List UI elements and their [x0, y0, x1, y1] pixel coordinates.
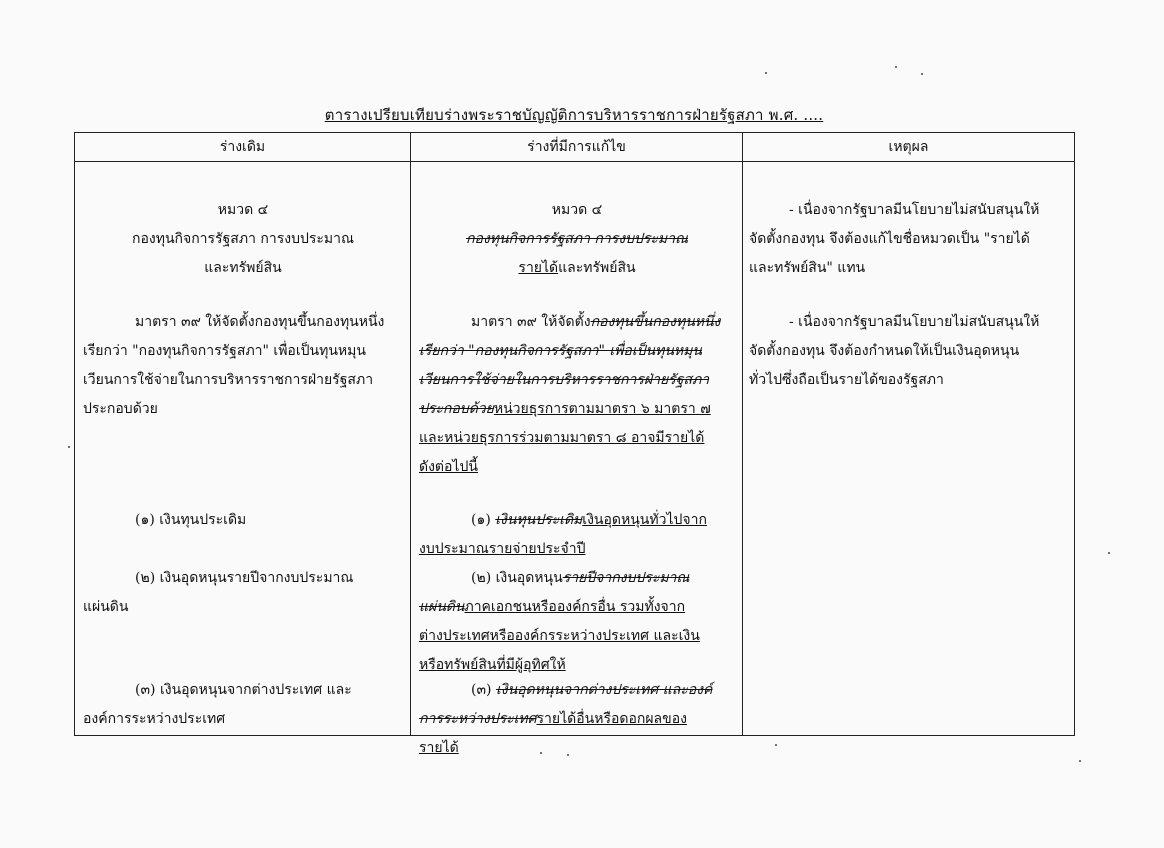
- original-section-line-2: เรียกว่า "กองทุนกิจการรัฐสภา" เพื่อเป็นทุนหมุน: [83, 343, 366, 359]
- reason-1: [749, 196, 1071, 283]
- scan-speck: [921, 73, 923, 75]
- revised-section: [419, 308, 737, 482]
- content-row: [75, 162, 1075, 736]
- revised-item-2-added: ภาคเอกชนหรือองค์กรอื่น รวมทั้งจาก: [464, 599, 686, 615]
- original-section-line-1: มาตรา ๓๙ ให้จัดตั้งกองทุนขึ้นกองทุนหนึ่ง: [135, 314, 385, 330]
- reason-2-line-1: - เนื่องจากรัฐบาลมีนโยบายไม่สนับสนุนให้: [789, 314, 1040, 330]
- revised-item-3-prefix: (๓): [471, 682, 492, 698]
- original-chapter: หมวด ๔: [217, 202, 269, 218]
- scan-speck: [775, 744, 777, 746]
- header-original: ร่างเดิม: [75, 133, 411, 162]
- revised-item-1-added: เงินอุดหนุนทั่วไปจาก: [582, 512, 707, 528]
- scan-speck: [1108, 552, 1110, 554]
- reason-1-line-3: และทรัพย์สิน" แทน: [749, 260, 866, 276]
- original-item-2: [83, 564, 405, 622]
- revised-item-2-struck-2: แผ่นดิน: [419, 599, 465, 615]
- comparison-table: [74, 132, 1075, 756]
- scan-speck: [540, 752, 542, 754]
- original-section-line-4: ประกอบด้วย: [83, 401, 158, 417]
- reason-1-line-2: จัดตั้งกองทุน จึงต้องแก้ไขชื่อหมวดเป็น "รายได้: [749, 231, 1030, 247]
- revised-item-1-struck: เงินทุนประเดิม: [495, 512, 583, 528]
- revised-item-3-struck: เงินอุดหนุนจากต่างประเทศ และองค์: [495, 682, 713, 698]
- original-chapter-name-1: กองทุนกิจการรัฐสภา การงบประมาณ: [132, 231, 354, 247]
- revised-section-added-2: และหน่วยธุรการร่วมตามมาตรา ๘ อาจมีรายได้: [419, 430, 705, 446]
- revised-item-2: [419, 564, 737, 680]
- header-row: [75, 133, 1075, 162]
- revised-item-3-added: รายได้อื่นหรือดอกผลของ: [536, 711, 687, 727]
- revised-item-2-prefix: (๒) เงินอุดหนุน: [471, 570, 563, 586]
- reason-2-line-3: ทั่วไปซึ่งถือเป็นรายได้ของรัฐสภา: [749, 372, 944, 388]
- original-item-3-line-2: องค์การระหว่างประเทศ: [83, 711, 226, 727]
- revised-chapter-name-rest: และทรัพย์สิน: [558, 260, 636, 276]
- header-reason: เหตุผล: [743, 133, 1075, 162]
- scan-speck: [68, 446, 70, 448]
- reason-2: [749, 308, 1071, 395]
- header-revised: ร่างที่มีการแก้ไข: [411, 133, 743, 162]
- revised-item-3-added-2: รายได้: [419, 740, 459, 756]
- original-item-3: [83, 676, 405, 734]
- revised-item-2-added-2: ต่างประเทศหรือองค์กรระหว่างประเทศ และเงิน: [419, 628, 700, 644]
- revised-chapter-heading: [411, 196, 743, 283]
- revised-item-3-struck-2: การระหว่างประเทศ: [419, 711, 537, 727]
- revised-section-struck-2: เรียกว่า "กองทุนกิจการรัฐสภา" เพื่อเป็นทุนหมุน: [419, 343, 702, 359]
- original-item-1: (๑) เงินทุนประเดิม: [135, 512, 247, 528]
- revised-section-struck-4: ประกอบด้วย: [419, 401, 494, 417]
- revised-item-1-prefix: (๑): [471, 512, 491, 528]
- revised-chapter-name-added: รายได้: [518, 260, 559, 276]
- original-chapter-name-2: และทรัพย์สิน: [204, 260, 282, 276]
- revised-section-struck-3: เวียนการใช้จ่ายในการบริหารราชการฝ่ายรัฐสภา: [419, 372, 710, 388]
- revised-cell: [411, 162, 743, 756]
- reason-cell: [743, 162, 1075, 736]
- revised-item-1-added-2: งบประมาณรายจ่ายประจำปี: [419, 541, 586, 557]
- scan-speck: [765, 72, 767, 74]
- original-cell: [75, 162, 411, 736]
- revised-item-3: [419, 676, 737, 763]
- original-item-2-line-2: แผ่นดิน: [83, 599, 129, 615]
- revised-item-2-struck: รายปีจากงบประมาณ: [562, 570, 690, 586]
- scan-speck: [567, 754, 569, 756]
- revised-item-2-added-3: หรือทรัพย์สินที่มีผู้อุทิศให้: [419, 657, 566, 673]
- scan-speck: [895, 66, 897, 68]
- original-section-line-3: เวียนการใช้จ่ายในการบริหารราชการฝ่ายรัฐสภา: [83, 372, 374, 388]
- revised-section-prefix: มาตรา ๓๙ ให้จัดตั้ง: [471, 314, 591, 330]
- reason-1-line-1: - เนื่องจากรัฐบาลมีนโยบายไม่สนับสนุนให้: [789, 202, 1040, 218]
- revised-section-added-3: ดังต่อไปนี้: [419, 459, 478, 475]
- revised-item-1: [419, 506, 737, 564]
- document-title: ตารางเปรียบเทียบร่างพระราชบัญญัติการบริหารราชการฝ่ายรัฐสภา พ.ศ. ....: [324, 106, 824, 124]
- original-item-2-line-1: (๒) เงินอุดหนุนรายปีจากงบประมาณ: [135, 570, 354, 586]
- reason-2-line-2: จัดตั้งกองทุน จึงต้องกำหนดให้เป็นเงินอุดหนุน: [749, 343, 1020, 359]
- original-chapter-heading: [75, 196, 411, 283]
- original-section: [83, 308, 405, 424]
- revised-chapter: หมวด ๔: [551, 202, 603, 218]
- original-item-3-line-1: (๓) เงินอุดหนุนจากต่างประเทศ และ: [135, 682, 352, 698]
- revised-chapter-name-struck: กองทุนกิจการรัฐสภา การงบประมาณ: [466, 231, 688, 247]
- revised-section-struck-1: กองทุนขึ้นกองทุนหนึ่ง: [590, 314, 721, 330]
- revised-section-added-1: หน่วยธุรการตามมาตรา ๖ มาตรา ๗: [493, 401, 711, 417]
- scan-speck: [1079, 760, 1081, 762]
